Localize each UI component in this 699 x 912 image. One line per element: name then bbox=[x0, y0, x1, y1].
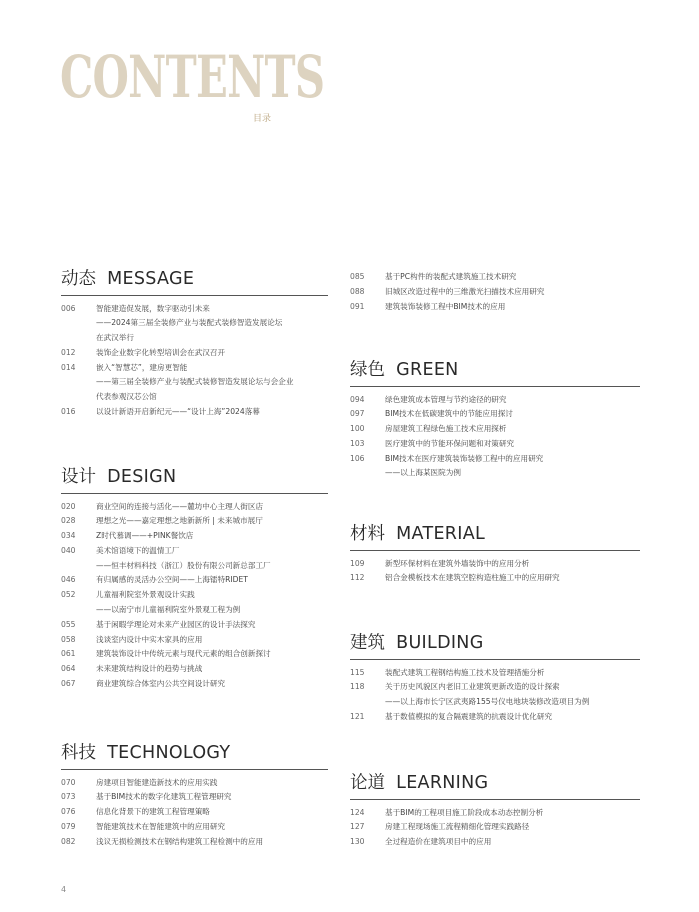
entry-page-number: 106 bbox=[350, 453, 365, 463]
toc-entry bbox=[61, 618, 328, 633]
section-title-cn: 科技 bbox=[61, 743, 96, 763]
entry-page-number: 112 bbox=[350, 573, 365, 583]
entry-title bbox=[385, 680, 640, 710]
entry-title-line: 嵌入“智慧芯”，建房更智能 bbox=[96, 362, 188, 372]
toc-entry bbox=[350, 422, 640, 437]
entry-page-number: 127 bbox=[350, 822, 365, 832]
section-title-en: TECHNOLOGY bbox=[107, 743, 231, 763]
entry-page-number: 055 bbox=[61, 619, 76, 629]
entry-subtitle-line: ——以上海市长宁区武夷路155号仪电地块装修改造项目为例 bbox=[385, 697, 590, 707]
entry-title bbox=[96, 776, 328, 791]
entry-list bbox=[350, 557, 640, 587]
toc-entry bbox=[350, 806, 640, 821]
entry-title-line: 基于数值模拟的复合隔震建筑的抗震设计优化研究 bbox=[385, 711, 553, 721]
toc-entry bbox=[61, 662, 328, 677]
entry-title-line: BIM技术在医疗建筑装饰装修工程中的应用研究 bbox=[385, 453, 544, 463]
entry-page-number: 079 bbox=[61, 821, 76, 831]
entry-list bbox=[350, 806, 640, 850]
entry-list bbox=[61, 500, 328, 692]
entry-page-number: 121 bbox=[350, 711, 365, 721]
entry-title bbox=[96, 588, 328, 618]
entry-title bbox=[385, 437, 640, 452]
entry-title-line: 以设计新语开启新纪元——“设计上海”2024落幕 bbox=[96, 407, 260, 417]
entry-title-line: 建筑装饰设计中传统元素与现代元素的组合创新探讨 bbox=[96, 649, 271, 659]
entry-page-number: 028 bbox=[61, 516, 76, 526]
entry-title-line: 智能建造促发展，数字驱动引未来 bbox=[96, 303, 210, 313]
entry-page-number: 124 bbox=[350, 807, 365, 817]
entry-title-line: 建筑装饰装修工程中BIM技术的应用 bbox=[385, 301, 506, 311]
entry-title bbox=[96, 346, 328, 361]
toc-entry bbox=[61, 588, 328, 618]
entry-page-number: 046 bbox=[61, 575, 76, 585]
toc-entry bbox=[61, 514, 328, 529]
entry-page-number: 118 bbox=[350, 682, 365, 692]
toc-entry bbox=[350, 270, 640, 285]
entry-subtitle-line: 在武汉举行 bbox=[96, 333, 134, 343]
toc-entry bbox=[350, 666, 640, 681]
entry-subtitle-line: ——第三届全装修产业与装配式装修智造发展论坛与会企业 bbox=[96, 377, 294, 387]
entry-title bbox=[96, 573, 328, 588]
entry-title-line: 儿童福利院室外景观设计实践 bbox=[96, 590, 195, 600]
entry-title bbox=[385, 571, 640, 586]
entry-title bbox=[385, 452, 640, 482]
entry-title-line: 装配式建筑工程钢结构施工技术及管理措施分析 bbox=[385, 667, 545, 677]
entry-list bbox=[61, 776, 328, 850]
entry-title bbox=[385, 806, 640, 821]
entry-title bbox=[385, 285, 640, 300]
entry-title bbox=[385, 300, 640, 315]
entry-title bbox=[96, 544, 328, 574]
toc-entry bbox=[350, 557, 640, 572]
entry-page-number: 052 bbox=[61, 590, 76, 600]
section-title bbox=[61, 271, 328, 289]
entry-title-line: 有归属感的灵活办公空间——上海镭特RIDET bbox=[96, 575, 248, 585]
entry-page-number: 014 bbox=[61, 362, 76, 372]
entry-page-number: 073 bbox=[61, 792, 76, 802]
entry-list bbox=[350, 393, 640, 482]
entry-title bbox=[385, 407, 640, 422]
section-divider bbox=[350, 550, 640, 551]
entry-title-line: Z时代慕调——+PINK餐饮店 bbox=[96, 531, 194, 541]
entry-title-line: 浅议无损检测技术在钢结构建筑工程检测中的应用 bbox=[96, 836, 264, 846]
entry-title bbox=[385, 710, 640, 725]
entry-title bbox=[96, 405, 328, 420]
entry-subtitle-line: ——以南宁市儿童福利院室外景观工程为例 bbox=[96, 605, 241, 615]
entry-title-line: 商业空间的连接与活化——麓坊中心主理人街区店 bbox=[96, 501, 264, 511]
entry-list bbox=[350, 270, 640, 314]
toc-entry bbox=[61, 361, 328, 405]
entry-subtitle-line: ——2024第三届全装修产业与装配式装修智造发展论坛 bbox=[96, 318, 283, 328]
toc-entry bbox=[61, 544, 328, 574]
entry-title-line: 新型环保材料在建筑外墙装饰中的应用分析 bbox=[385, 558, 530, 568]
entry-title-line: 房屋建筑工程绿色施工技术应用探析 bbox=[385, 424, 507, 434]
entry-title bbox=[96, 618, 328, 633]
entry-title bbox=[385, 820, 640, 835]
entry-title bbox=[385, 270, 640, 285]
section-material bbox=[350, 526, 640, 586]
toc-entry bbox=[350, 407, 640, 422]
toc-entry bbox=[350, 300, 640, 315]
entry-page-number: 067 bbox=[61, 679, 76, 689]
entry-page-number: 076 bbox=[61, 807, 76, 817]
entry-title-line: 医疗建筑中的节能环保问题和对策研究 bbox=[385, 438, 515, 448]
entry-page-number: 109 bbox=[350, 558, 365, 568]
section-divider bbox=[61, 769, 328, 770]
section-title-cn: 设计 bbox=[61, 467, 96, 487]
entry-list bbox=[350, 666, 640, 725]
entry-subtitle-line: 代表参观汉芯公馆 bbox=[96, 392, 157, 402]
section-technology-continued bbox=[350, 270, 640, 314]
toc-entry bbox=[350, 452, 640, 482]
entry-title-line: 全过程造价在建筑项目中的应用 bbox=[385, 837, 492, 847]
contents-subheading: 目录 bbox=[253, 114, 272, 124]
entry-title bbox=[385, 393, 640, 408]
entry-title-line: 铝合金模板技术在建筑空腔构造柱施工中的应用研究 bbox=[385, 573, 560, 583]
toc-entry bbox=[61, 346, 328, 361]
toc-entry bbox=[61, 647, 328, 662]
entry-page-number: 100 bbox=[350, 424, 365, 434]
toc-entry bbox=[61, 776, 328, 791]
entry-page-number: 070 bbox=[61, 777, 76, 787]
toc-entry bbox=[61, 573, 328, 588]
entry-title-line: 房建工程现场施工流程精细化管理实践路径 bbox=[385, 822, 530, 832]
entry-subtitle-line: ——恒丰材料科技（浙江）股份有限公司新总部工厂 bbox=[96, 560, 271, 570]
toc-entry bbox=[350, 437, 640, 452]
entry-title-line: 绿色建筑成本管理与节约途径的研究 bbox=[385, 394, 507, 404]
toc-entry bbox=[350, 680, 640, 710]
entry-page-number: 130 bbox=[350, 837, 365, 847]
toc-entry bbox=[350, 710, 640, 725]
entry-subtitle-line: ——以上海某医院为例 bbox=[385, 468, 461, 478]
toc-entry bbox=[61, 633, 328, 648]
section-building bbox=[350, 635, 640, 725]
entry-list bbox=[61, 302, 328, 420]
section-design bbox=[61, 469, 328, 692]
section-divider bbox=[61, 493, 328, 494]
entry-title bbox=[96, 500, 328, 515]
toc-entry bbox=[61, 500, 328, 515]
section-title-cn: 绿色 bbox=[350, 360, 385, 380]
entry-title bbox=[96, 790, 328, 805]
entry-title-line: 智能建筑技术在智能建筑中的应用研究 bbox=[96, 821, 226, 831]
section-learning bbox=[350, 775, 640, 850]
section-title-cn: 材料 bbox=[350, 524, 385, 544]
entry-title-line: 信息化背景下的建筑工程管理策略 bbox=[96, 807, 210, 817]
section-title-cn: 论道 bbox=[350, 773, 385, 793]
entry-page-number: 097 bbox=[350, 409, 365, 419]
entry-title-line: 浅谈室内设计中实木家具的应用 bbox=[96, 634, 203, 644]
entry-title bbox=[96, 677, 328, 692]
entry-title bbox=[96, 805, 328, 820]
section-title-en: DESIGN bbox=[107, 467, 177, 487]
section-title bbox=[61, 745, 328, 763]
section-divider bbox=[350, 386, 640, 387]
entry-title-line: 旧城区改造过程中的三维激光扫描技术应用研究 bbox=[385, 286, 545, 296]
entry-title-line: 基于闲暇学理论对未来产业园区的设计手法探究 bbox=[96, 619, 256, 629]
section-title bbox=[350, 362, 640, 380]
entry-page-number: 058 bbox=[61, 634, 76, 644]
entry-page-number: 082 bbox=[61, 836, 76, 846]
entry-page-number: 091 bbox=[350, 301, 365, 311]
entry-title-line: BIM技术在低碳建筑中的节能应用探讨 bbox=[385, 409, 513, 419]
entry-page-number: 040 bbox=[61, 545, 76, 555]
entry-page-number: 006 bbox=[61, 303, 76, 313]
toc-entry bbox=[61, 805, 328, 820]
section-title bbox=[350, 635, 640, 653]
entry-title-line: 装饰企业数字化转型培训会在武汉召开 bbox=[96, 347, 226, 357]
entry-title-line: 理想之光——嘉定理想之地新新所 | 未来城市展厅 bbox=[96, 516, 263, 526]
entry-page-number: 103 bbox=[350, 438, 365, 448]
entry-title bbox=[96, 820, 328, 835]
section-green bbox=[350, 362, 640, 481]
toc-entry bbox=[350, 835, 640, 850]
entry-page-number: 064 bbox=[61, 664, 76, 674]
toc-entry bbox=[61, 302, 328, 346]
contents-heading: CONTENTS bbox=[60, 43, 325, 111]
entry-page-number: 115 bbox=[350, 667, 365, 677]
section-title bbox=[350, 526, 640, 544]
section-title bbox=[350, 775, 640, 793]
entry-title bbox=[96, 633, 328, 648]
entry-title bbox=[96, 835, 328, 850]
entry-title-line: 基于PC构件的装配式建筑施工技术研究 bbox=[385, 272, 517, 281]
entry-title bbox=[96, 514, 328, 529]
toc-entry bbox=[350, 393, 640, 408]
entry-title-line: 基于BIM的工程项目施工阶段成本动态控制分析 bbox=[385, 807, 544, 817]
toc-entry bbox=[61, 820, 328, 835]
section-message bbox=[61, 271, 328, 420]
section-title-en: GREEN bbox=[396, 360, 459, 380]
entry-title bbox=[96, 361, 328, 405]
section-title-cn: 动态 bbox=[61, 269, 96, 289]
toc-entry bbox=[61, 835, 328, 850]
toc-entry bbox=[61, 529, 328, 544]
toc-entry bbox=[61, 790, 328, 805]
entry-title-line: 房建项目智能建造新技术的应用实践 bbox=[96, 777, 218, 787]
entry-page-number: 034 bbox=[61, 531, 76, 541]
toc-entry bbox=[350, 820, 640, 835]
entry-title bbox=[96, 662, 328, 677]
section-title bbox=[61, 469, 328, 487]
entry-page-number: 088 bbox=[350, 286, 365, 296]
section-title-en: MATERIAL bbox=[396, 524, 486, 544]
section-divider bbox=[350, 659, 640, 660]
entry-page-number: 016 bbox=[61, 407, 76, 417]
entry-title bbox=[96, 647, 328, 662]
toc-entry bbox=[350, 285, 640, 300]
section-technology bbox=[61, 745, 328, 849]
entry-title bbox=[385, 422, 640, 437]
entry-page-number: 085 bbox=[350, 272, 365, 281]
entry-title bbox=[96, 302, 328, 346]
entry-title-line: 美术馆语境下的温情工厂 bbox=[96, 545, 180, 555]
entry-title-line: 基于BIM技术的数字化建筑工程管理研究 bbox=[96, 792, 232, 802]
section-title-cn: 建筑 bbox=[350, 633, 385, 653]
entry-title bbox=[96, 529, 328, 544]
page-number: 4 bbox=[61, 885, 67, 894]
toc-entry bbox=[61, 677, 328, 692]
entry-title bbox=[385, 666, 640, 681]
entry-page-number: 012 bbox=[61, 347, 76, 357]
entry-title bbox=[385, 557, 640, 572]
section-divider bbox=[61, 295, 328, 296]
section-divider bbox=[350, 799, 640, 800]
toc-entry bbox=[350, 571, 640, 586]
entry-page-number: 094 bbox=[350, 394, 365, 404]
entry-page-number: 061 bbox=[61, 649, 76, 659]
entry-title bbox=[385, 835, 640, 850]
toc-entry bbox=[61, 405, 328, 420]
entry-title-line: 商业建筑综合体室内公共空间设计研究 bbox=[96, 679, 226, 689]
section-title-en: LEARNING bbox=[396, 773, 489, 793]
section-title-en: MESSAGE bbox=[107, 269, 195, 289]
section-title-en: BUILDING bbox=[396, 633, 484, 653]
entry-title-line: 未来建筑结构设计的趋势与挑战 bbox=[96, 664, 203, 674]
entry-title-line: 关于历史风貌区内老旧工业建筑更新改造的设计探索 bbox=[385, 682, 560, 692]
entry-page-number: 020 bbox=[61, 501, 76, 511]
